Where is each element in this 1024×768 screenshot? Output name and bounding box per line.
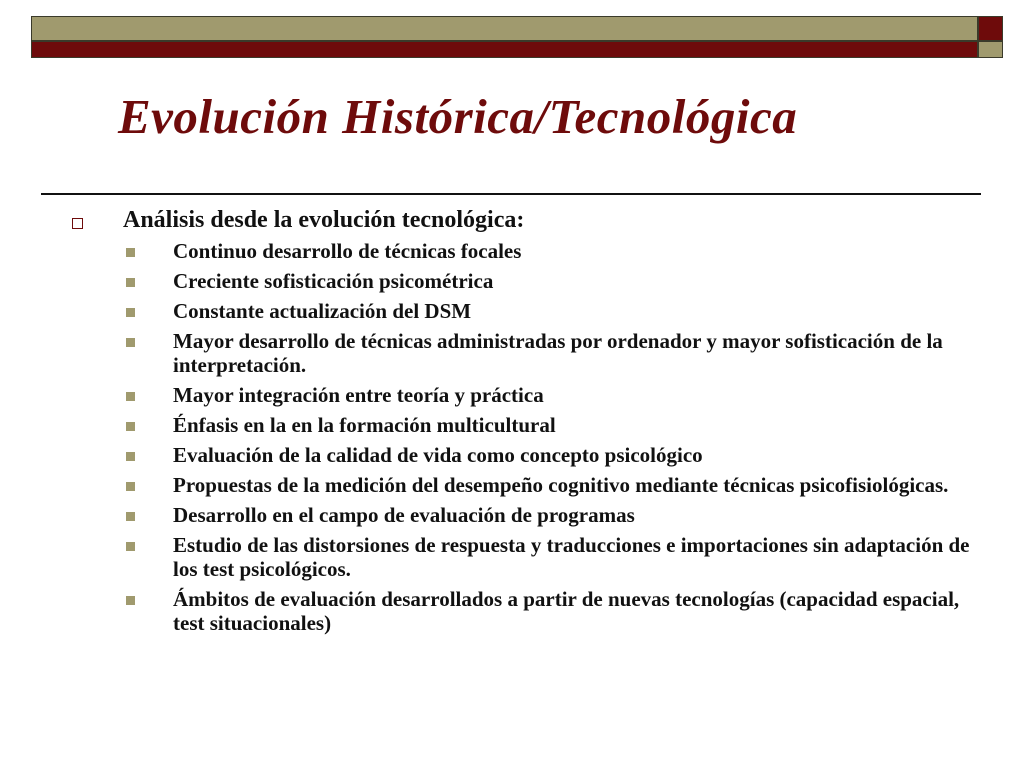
list-item xyxy=(125,473,985,497)
list-item-text: Mayor integración entre teoría y práctica xyxy=(173,383,544,407)
list-item xyxy=(125,533,985,581)
square-bullet-icon xyxy=(126,248,135,257)
header-red-bar xyxy=(31,41,978,58)
square-bullet-icon xyxy=(126,338,135,347)
square-bullet-icon xyxy=(126,308,135,317)
list-item xyxy=(125,329,985,377)
list-item-text: Estudio de las distorsiones de respuesta y traducciones e importaciones sin adaptación de los test psicológicos. xyxy=(173,533,970,581)
list-item-text: Propuestas de la medición del desempeño cognitivo mediante técnicas psicofisiológicas. xyxy=(173,473,949,497)
list-item xyxy=(125,503,985,527)
list-item xyxy=(125,413,985,437)
header-red-square xyxy=(978,16,1003,41)
square-bullet-icon xyxy=(126,542,135,551)
level1-heading: Análisis desde la evolución tecnológica: xyxy=(123,207,525,233)
square-bullet-icon xyxy=(126,482,135,491)
square-bullet-icon xyxy=(126,278,135,287)
square-bullet-icon xyxy=(126,596,135,605)
bullet-list xyxy=(125,239,985,641)
header-olive-bar xyxy=(31,16,978,41)
slide-title: Evolución Histórica/Tecnológica xyxy=(118,89,798,144)
list-item-text: Énfasis en la en la formación multicultural xyxy=(173,413,556,437)
list-item-text: Creciente sofisticación psicométrica xyxy=(173,269,494,293)
list-item xyxy=(125,239,985,263)
list-item-text: Mayor desarrollo de técnicas administradas por ordenador y mayor sofisticación de la interpretación. xyxy=(173,329,943,377)
list-item xyxy=(125,383,985,407)
list-item-text: Desarrollo en el campo de evaluación de programas xyxy=(173,503,635,527)
square-bullet-icon xyxy=(126,422,135,431)
square-bullet-icon xyxy=(126,452,135,461)
list-item xyxy=(125,299,985,323)
header-olive-square xyxy=(978,41,1003,58)
list-item xyxy=(125,269,985,293)
list-item xyxy=(125,443,985,467)
square-bullet-icon xyxy=(126,392,135,401)
list-item-text: Continuo desarrollo de técnicas focales xyxy=(173,239,522,263)
square-bullet-icon xyxy=(126,512,135,521)
hollow-square-bullet-icon xyxy=(72,218,83,229)
list-item-text: Constante actualización del DSM xyxy=(173,299,472,323)
list-item-text: Evaluación de la calidad de vida como concepto psicológico xyxy=(173,443,703,467)
list-item-text: Ámbitos de evaluación desarrollados a partir de nuevas tecnologías (capacidad espacial, test situacionales) xyxy=(173,587,960,635)
title-divider xyxy=(41,193,981,195)
list-item xyxy=(125,587,985,635)
